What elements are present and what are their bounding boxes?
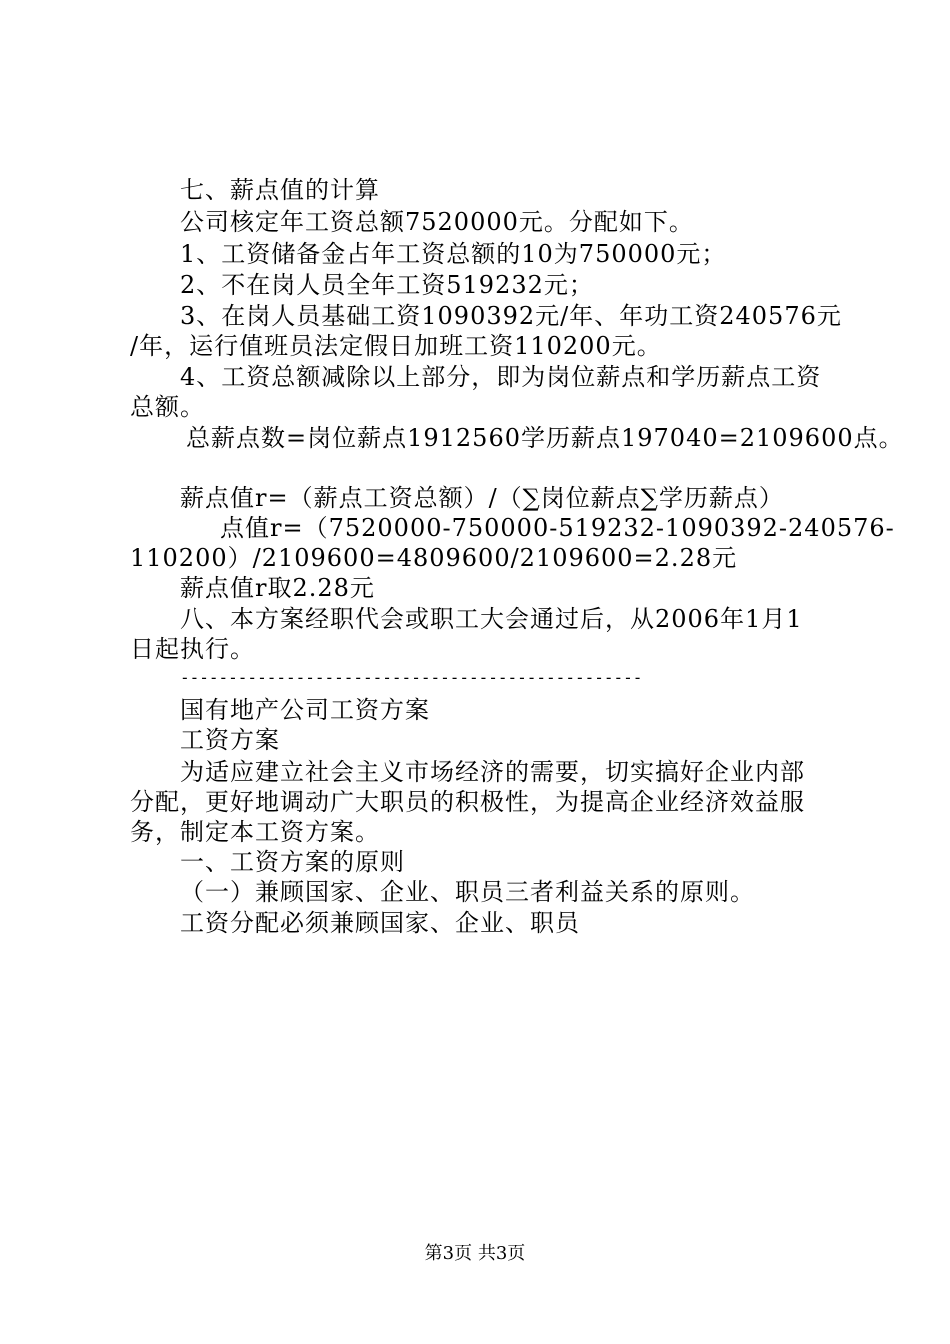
item-3-line-1-content: 3、在岗人员基础工资1090392元/年、年功工资240576元 [180, 302, 842, 330]
second-doc-title: 国有地产公司工资方案 [180, 696, 430, 724]
item-3-line-2: /年，运行值班员法定假日加班工资110200元。 [130, 332, 662, 360]
principle-1: （一）兼顾国家、企业、职员三者利益关系的原则。 [180, 878, 755, 906]
section7-heading: 七、薪点值的计算 [180, 176, 380, 204]
divider-line: ------------------------------------------------ [180, 668, 643, 687]
intro-line-3: 务，制定本工资方案。 [130, 818, 380, 846]
calc-line-1 [220, 513, 895, 543]
intro-line-2: 分配，更好地调动广大职员的积极性，为提高企业经济效益服 [130, 788, 805, 816]
item-2: 2、不在岗人员全年工资519232元； [180, 271, 594, 299]
result-line: 薪点值r取2.28元 [180, 574, 375, 602]
second-doc-subtitle: 工资方案 [180, 726, 280, 754]
calc-token: （ [303, 514, 329, 542]
intro-line-1: 为适应建立社会主义市场经济的需要，切实搞好企业内部 [180, 758, 805, 786]
calc-line-2: 110200）/2109600=4809600/2109600=2.28元 [130, 544, 738, 572]
total-points-line: 总薪点数=岗位薪点1912560学历薪点197040=2109600点。 [186, 424, 904, 452]
formula-line: 薪点值r=（薪点工资总额）/（∑岗位薪点∑学历薪点） [180, 484, 784, 512]
item-4-line-1: 4、工资总额减除以上部分，即为岗位薪点和学历薪点工资 [180, 363, 822, 391]
section8-line-2: 日起执行。 [130, 635, 255, 663]
calc-line-1-tokens [220, 513, 895, 543]
section8-line-1: 八、本方案经职代会或职工大会通过后，从2006年1月1 [180, 605, 803, 633]
calc-token: r= [270, 514, 304, 542]
item-1: 1、工资储备金占年工资总额的10为750000元； [180, 240, 727, 268]
item-4-line-2: 总额。 [130, 393, 205, 421]
calc-token: 7520000-750000-519232-1090392-240576- [328, 514, 895, 542]
calc-token: 点 [220, 514, 245, 542]
calc-token: 值 [245, 514, 270, 542]
principles-heading: 一、工资方案的原则 [180, 848, 405, 876]
item-3-line-1-text [180, 301, 842, 331]
total-wage-line: 公司核定年工资总额7520000元。分配如下。 [180, 208, 694, 236]
principle-1-text: 工资分配必须兼顾国家、企业、职员 [180, 909, 580, 937]
item-3-line-1 [180, 301, 842, 331]
page-footer: 第3页 共3页 [424, 1243, 526, 1264]
